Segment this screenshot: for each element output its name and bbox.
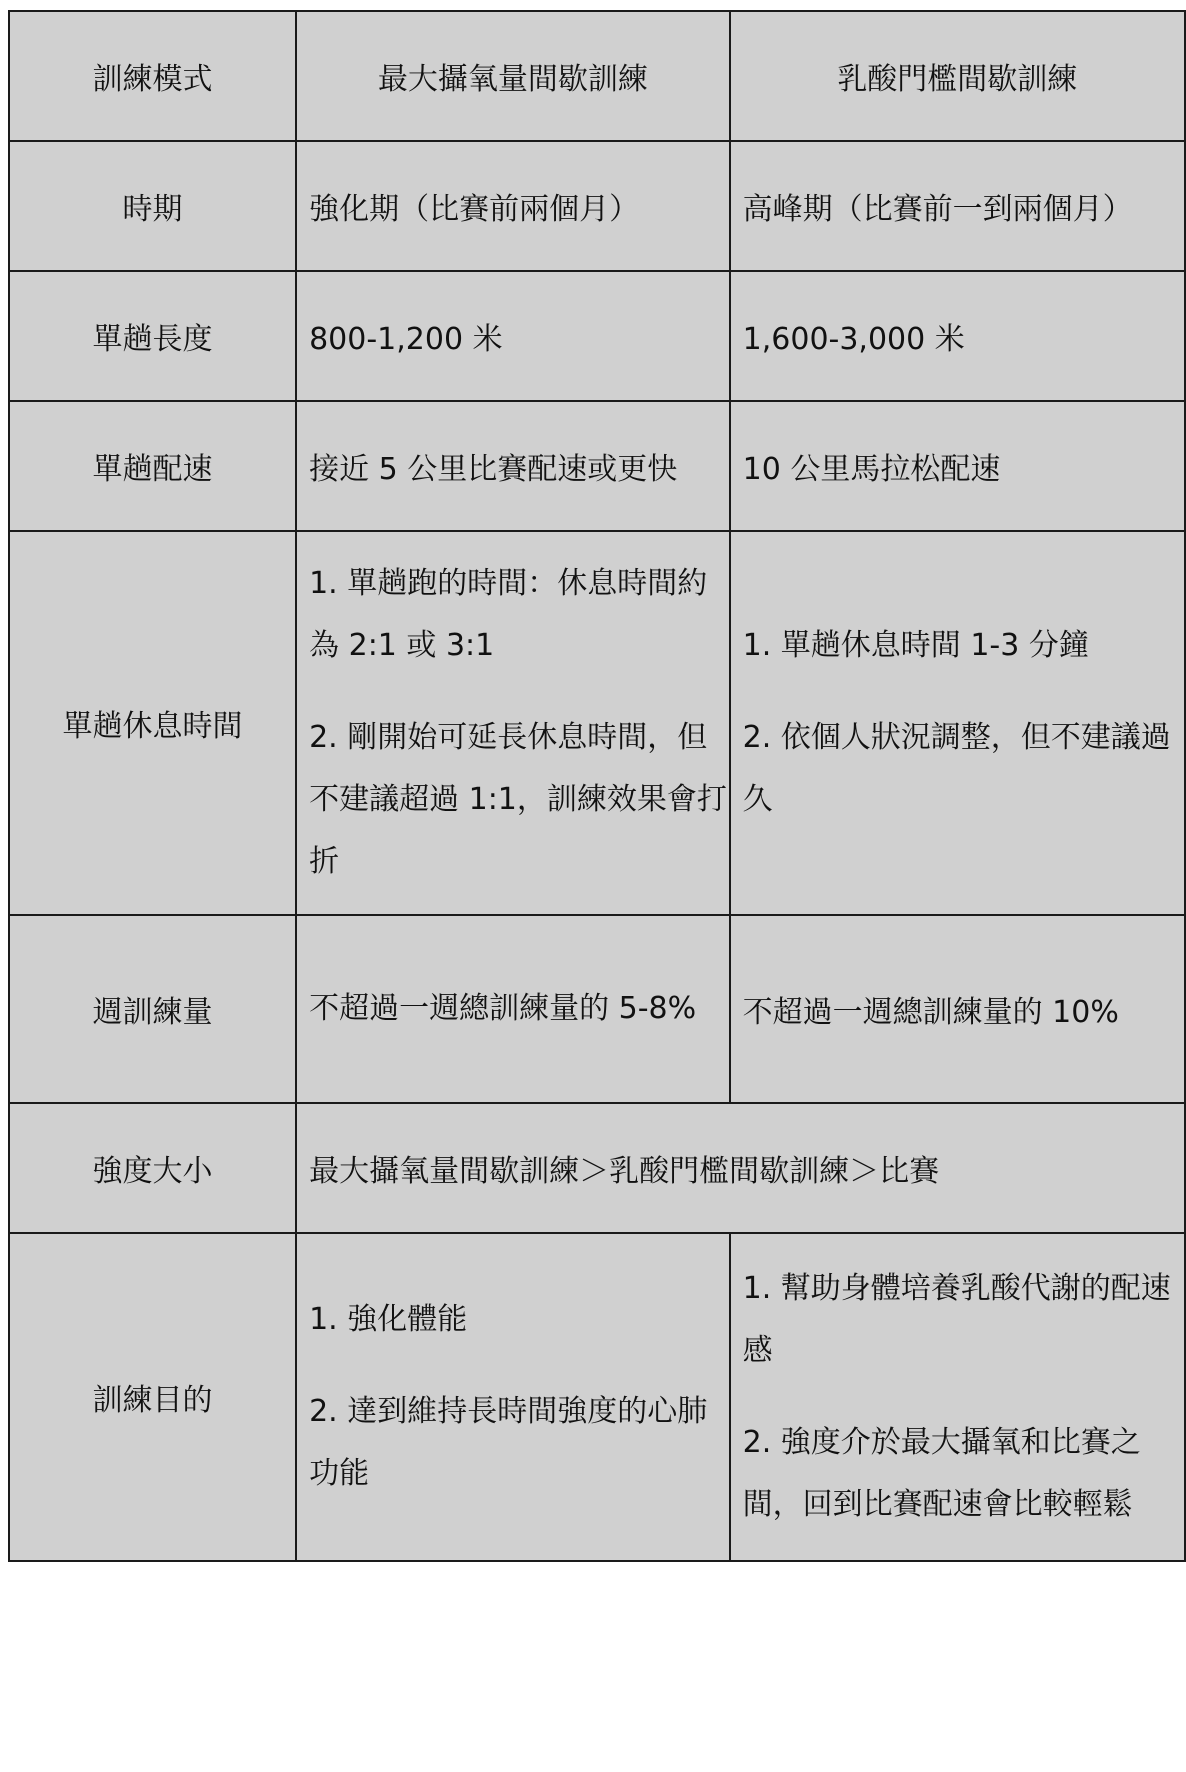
- table-row-pace: [9, 401, 1185, 531]
- comparison-table: [8, 10, 1186, 1562]
- rest-lactate-point-1: 1. 單趟休息時間 1-3 分鐘: [742, 628, 1089, 663]
- table-row-volume: [9, 915, 1185, 1103]
- intensity-value: 最大攝氧量間歇訓練＞乳酸門檻間歇訓練＞比賽: [296, 1103, 1185, 1233]
- pace-vo2: 接近 5 公里比賽配速或更快: [296, 401, 730, 531]
- table-row-header: [9, 11, 1185, 141]
- purpose-lactate-point-2: 2. 強度介於最大攝氧和比賽之間，回到比賽配速會比較輕鬆: [742, 1425, 1141, 1522]
- rest-vo2-point-2: 2. 剛開始可延長休息時間，但不建議超過 1:1，訓練效果會打折: [309, 720, 727, 879]
- purpose-lactate-point-1: 1. 幫助身體培養乳酸代謝的配速感: [742, 1271, 1171, 1368]
- purpose-vo2-point-2: 2. 達到維持長時間強度的心肺功能: [309, 1394, 708, 1491]
- volume-vo2: [296, 915, 730, 1103]
- row-label-intensity: 強度大小: [9, 1103, 296, 1233]
- period-vo2: 強化期（比賽前兩個月）: [296, 141, 730, 271]
- length-lactate: 1,600-3,000 米: [730, 271, 1185, 401]
- row-label-rest: 單趟休息時間: [9, 531, 296, 915]
- row-label-purpose: 訓練目的: [9, 1233, 296, 1561]
- row-label-pace: 單趟配速: [9, 401, 296, 531]
- rest-lactate: [730, 531, 1185, 915]
- header-vo2-interval: 最大攝氧量間歇訓練: [296, 11, 730, 141]
- row-label-length: 單趟長度: [9, 271, 296, 401]
- purpose-vo2: [296, 1233, 730, 1561]
- header-mode: 訓練模式: [9, 11, 296, 141]
- rest-vo2: [296, 531, 730, 915]
- table-row-purpose: [9, 1233, 1185, 1561]
- table-row-intensity: [9, 1103, 1185, 1233]
- period-lactate: 高峰期（比賽前一到兩個月）: [730, 141, 1185, 271]
- table-row-rest: [9, 531, 1185, 915]
- volume-vo2-text: 不超過一週總訓練量的 5-8%: [309, 991, 697, 1026]
- row-label-period: 時期: [9, 141, 296, 271]
- purpose-lactate: [730, 1233, 1185, 1561]
- pace-lactate: 10 公里馬拉松配速: [730, 401, 1185, 531]
- volume-lactate: 不超過一週總訓練量的 10%: [730, 915, 1185, 1103]
- length-vo2: 800-1,200 米: [296, 271, 730, 401]
- row-label-volume: 週訓練量: [9, 915, 296, 1103]
- rest-lactate-point-2: 2. 依個人狀況調整，但不建議過久: [742, 720, 1171, 817]
- header-lactate-interval: 乳酸門檻間歇訓練: [730, 11, 1185, 141]
- table-row-length: [9, 271, 1185, 401]
- rest-vo2-point-1: 1. 單趟跑的時間：休息時間約為 2:1 或 3:1: [309, 566, 708, 663]
- purpose-vo2-point-1: 1. 強化體能: [309, 1302, 468, 1337]
- table-row-period: [9, 141, 1185, 271]
